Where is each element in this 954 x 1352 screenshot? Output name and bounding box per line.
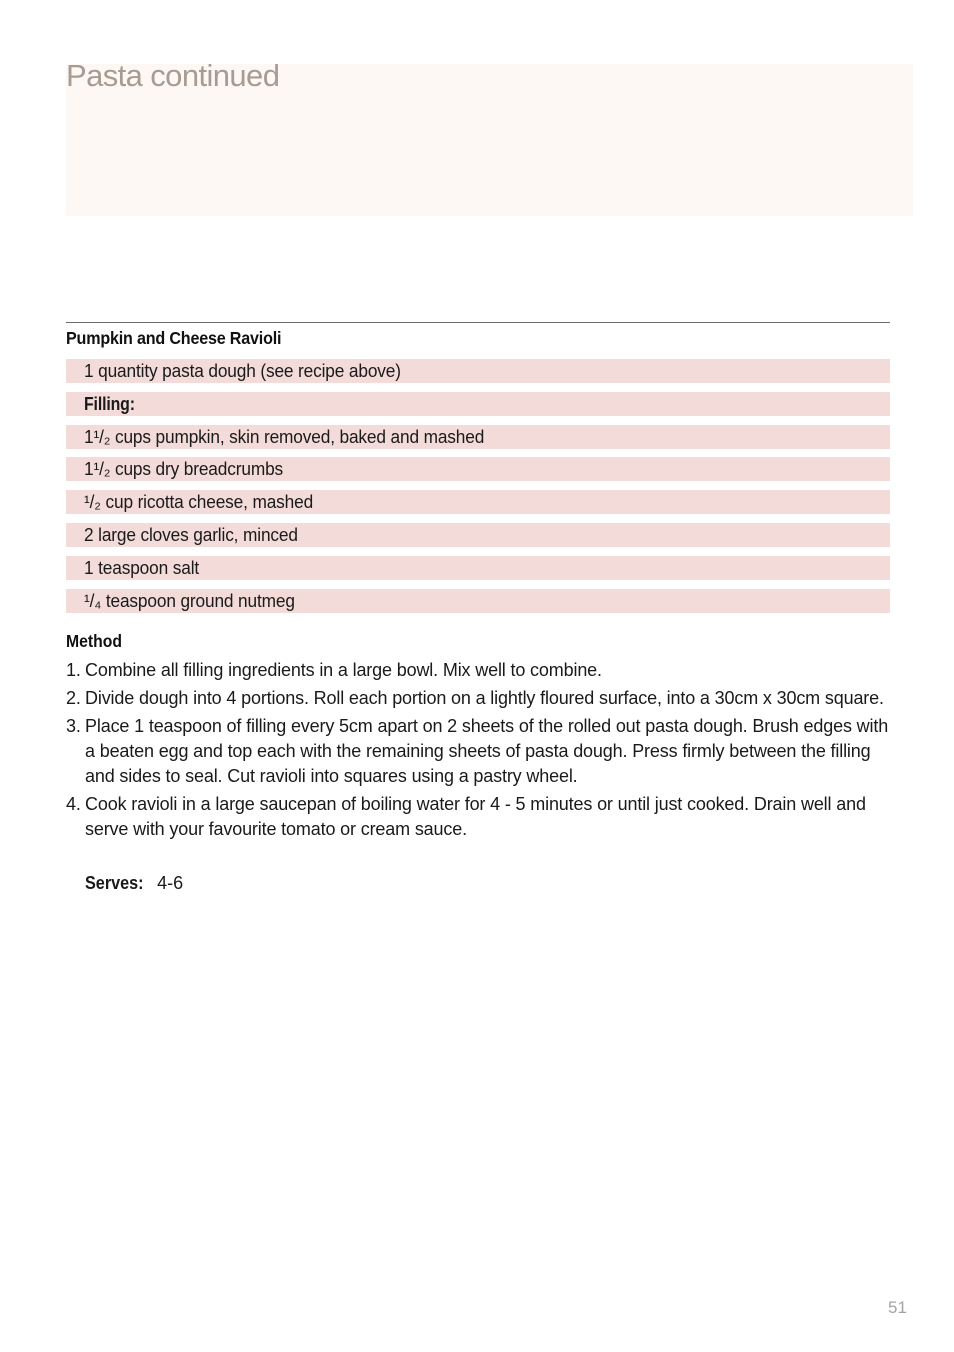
ingredient-subheading-filling bbox=[66, 392, 890, 416]
recipe-divider bbox=[66, 322, 890, 323]
ingredient-row bbox=[66, 523, 890, 547]
ingredient-row bbox=[66, 490, 890, 514]
ingredient-text: 1 quantity pasta dough (see recipe above) bbox=[84, 361, 401, 381]
ingredient-text: 2 large cloves garlic, minced bbox=[84, 524, 298, 545]
ingredient-text: ¹/₄ teaspoon ground nutmeg bbox=[84, 590, 295, 611]
method-step bbox=[66, 792, 890, 842]
ingredient-text: 1¹/₂ cups pumpkin, skin removed, baked and mashed bbox=[84, 426, 485, 447]
method-step bbox=[66, 686, 890, 711]
ingredient-row bbox=[66, 457, 890, 481]
step-number: 1. bbox=[66, 660, 81, 680]
ingredient-list bbox=[66, 359, 890, 621]
step-text: Divide dough into 4 portions. Roll each portion on a lightly floured surface, into a 30cm x 30cm square. bbox=[85, 688, 884, 708]
ingredient-text: ¹/₂ cup ricotta cheese, mashed bbox=[84, 492, 314, 513]
section-title: Pasta continued bbox=[66, 58, 280, 93]
ingredient-subheading-text: Filling: bbox=[84, 393, 135, 414]
method-step bbox=[66, 658, 890, 683]
step-text: Place 1 teaspoon of filling every 5cm apart on 2 sheets of the rolled out pasta dough. Brush edges with a beaten egg and top each with the remaining sheets of pasta dough. Press firmly between the filling and sides to seal. Cut ravioli into squares using a pastry wheel. bbox=[85, 716, 889, 786]
page-number: 51 bbox=[888, 1298, 907, 1317]
ingredient-row bbox=[66, 556, 890, 580]
step-number: 2. bbox=[66, 688, 81, 708]
ingredient-text: 1¹/₂ cups dry breadcrumbs bbox=[84, 459, 284, 480]
serves-label: Serves: bbox=[85, 873, 144, 893]
step-text: Combine all filling ingredients in a large bowl. Mix well to combine. bbox=[85, 660, 602, 680]
step-text: Cook ravioli in a large saucepan of boiling water for 4 - 5 minutes or until just cooked. Drain well and serve with your favourite tomato or cream sauce. bbox=[85, 794, 866, 839]
method-step bbox=[66, 714, 890, 789]
ingredient-text: 1 teaspoon salt bbox=[84, 557, 200, 578]
ingredient-row bbox=[66, 359, 890, 383]
ingredient-row bbox=[66, 425, 890, 449]
step-number: 3. bbox=[66, 716, 81, 736]
step-number: 4. bbox=[66, 794, 81, 814]
method-list bbox=[66, 658, 890, 845]
serves-line bbox=[85, 871, 183, 896]
recipe-title: Pumpkin and Cheese Ravioli bbox=[66, 328, 282, 348]
serves-value: 4-6 bbox=[157, 873, 184, 893]
method-heading: Method bbox=[66, 631, 122, 651]
ingredient-row bbox=[66, 589, 890, 613]
